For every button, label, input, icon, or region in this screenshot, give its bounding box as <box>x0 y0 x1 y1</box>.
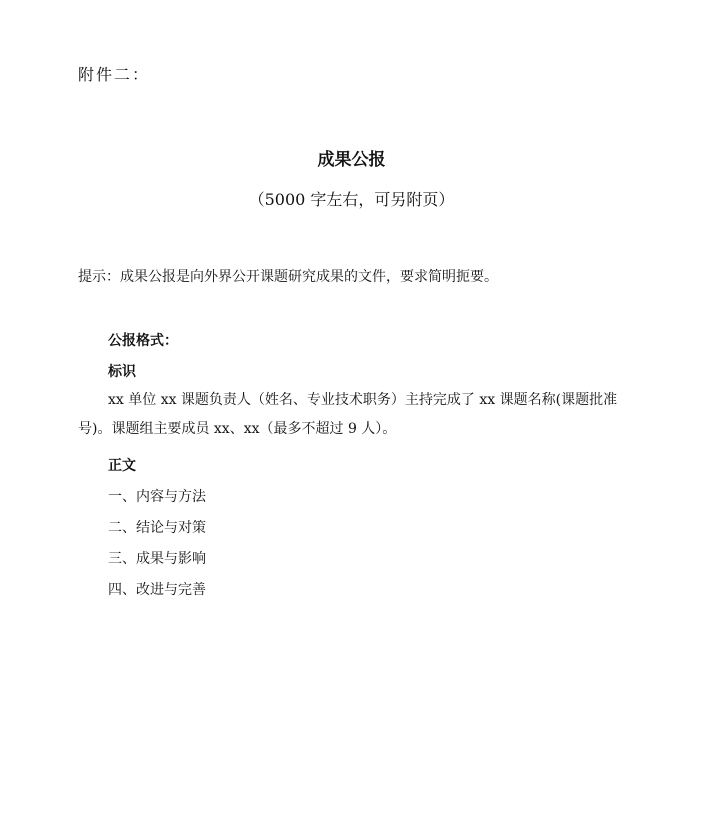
body-heading: 正文 <box>108 458 136 474</box>
attachment-label: 附件二： <box>78 65 151 84</box>
document-subtitle: （5000 字左右，可另附页） <box>248 190 455 209</box>
identity-paragraph: xx 单位 xx 课题负责人（姓名、专业技术职务）主持完成了 xx 课题名称(课题批准号)。课题组主要成员 xx、xx（最多不超过 9 人）。 <box>78 392 618 437</box>
body-item-4: 四、改进与完善 <box>108 582 206 598</box>
body-item-3: 三、成果与影响 <box>108 551 206 567</box>
identity-heading: 标识 <box>108 364 136 380</box>
body-item-1: 一、内容与方法 <box>108 489 206 505</box>
document-title: 成果公报 <box>317 150 386 170</box>
body-item-2: 二、结论与对策 <box>108 520 206 536</box>
format-heading: 公报格式： <box>108 333 178 349</box>
hint-text: 提示：成果公报是向外界公开课题研究成果的文件，要求简明扼要。 <box>78 269 498 285</box>
